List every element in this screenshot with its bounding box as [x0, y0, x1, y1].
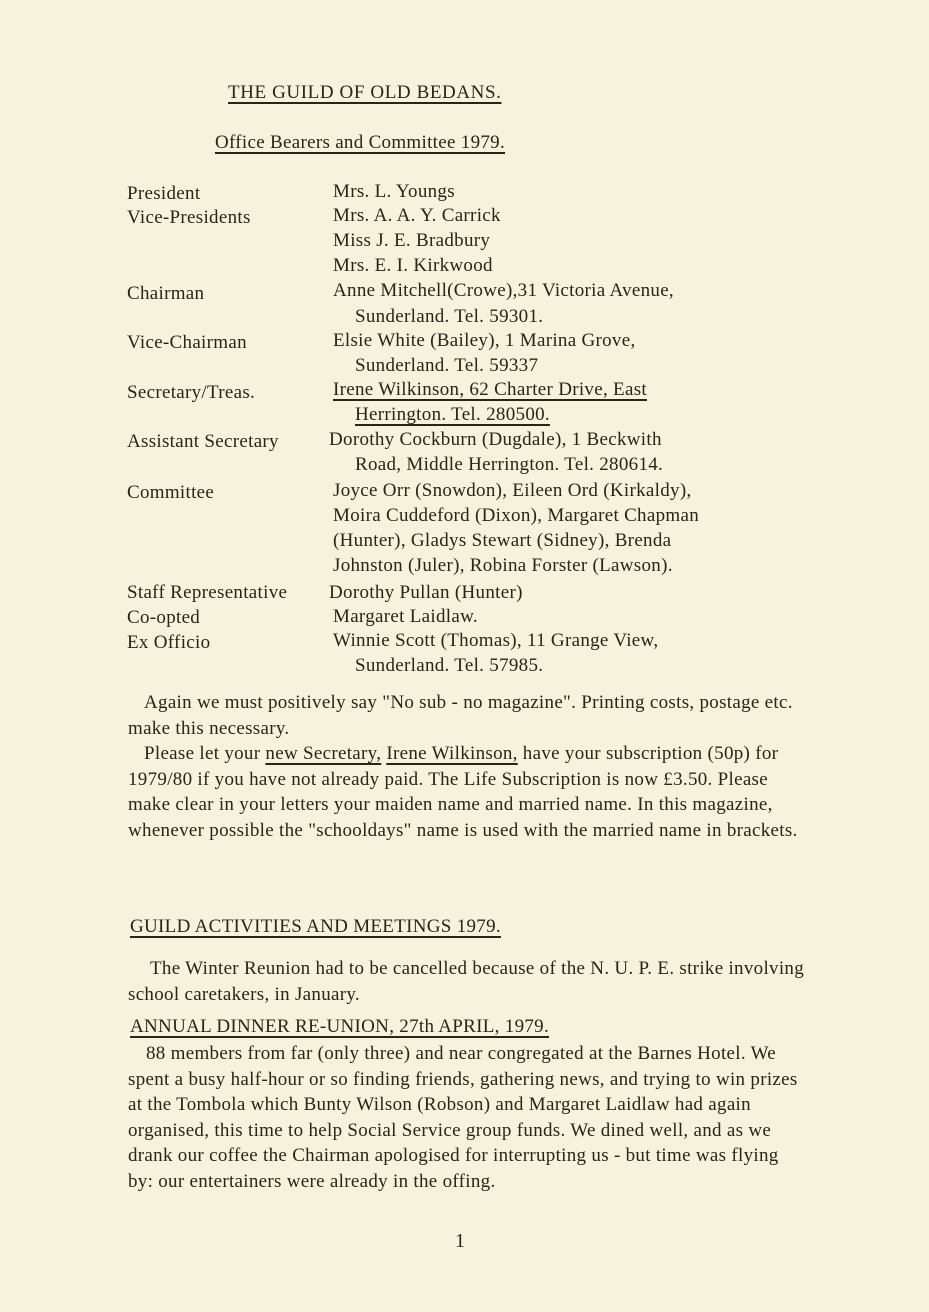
notice-paragraph: Please let your new Secretary, Irene Wilkinson, have your subscription (50p) for 1979/80 if you have not already paid. The Life Subscription is now £3.50. Please make clear in your letters your maiden name and married name. In this magazine, whenever possible the "schooldays" name is used with the married name in brackets. [128, 743, 798, 841]
officer-line: Sunderland. Tel. 59337 [355, 355, 539, 376]
section-body [128, 956, 808, 1007]
officer-line: Joyce Orr (Snowdon), Eileen Ord (Kirkaldy), [333, 480, 692, 501]
section-paragraph: The Winter Reunion had to be cancelled because of the N. U. P. E. strike involving school caretakers, in January. [128, 958, 805, 1005]
section-body [128, 1041, 808, 1194]
officer-line: Anne Mitchell(Crowe),31 Victoria Avenue, [333, 280, 674, 301]
role-label: President [127, 183, 201, 204]
role-label: Staff Representative [127, 582, 288, 603]
secretary-name-text: Irene Wilkinson, [386, 743, 518, 764]
officer-line: Herrington. Tel. 280500. [355, 404, 550, 425]
officer-line: Winnie Scott (Thomas), 11 Grange View, [333, 630, 659, 651]
section-heading: ANNUAL DINNER RE-UNION, 27th APRIL, 1979. [130, 1016, 550, 1037]
officer-line: Sunderland. Tel. 59301. [355, 306, 544, 327]
officer-line: Margaret Laidlaw. [333, 606, 478, 627]
section-heading: GUILD ACTIVITIES AND MEETINGS 1979. [130, 916, 501, 937]
officer-line: Dorothy Cockburn (Dugdale), 1 Beckwith [329, 429, 662, 450]
officer-line: Sunderland. Tel. 57985. [355, 655, 544, 676]
officer-line: Road, Middle Herrington. Tel. 280614. [355, 454, 664, 475]
role-label: Assistant Secretary [127, 431, 279, 452]
officer-line: Johnston (Juler), Robina Forster (Lawson). [333, 555, 673, 576]
officer-line: Dorothy Pullan (Hunter) [329, 582, 523, 603]
page-title: THE GUILD OF OLD BEDANS. [228, 82, 502, 103]
role-label: Ex Officio [127, 632, 211, 653]
page-subtitle: Office Bearers and Committee 1979. [215, 132, 506, 153]
officer-line: Mrs. L. Youngs [333, 181, 455, 202]
role-label: Vice-Chairman [127, 332, 247, 353]
officer-line: Mrs. A. A. Y. Carrick [333, 205, 501, 226]
page-number: 1 [455, 1230, 465, 1252]
role-label: Committee [127, 482, 215, 503]
role-label: Chairman [127, 283, 205, 304]
section-paragraph: 88 members from far (only three) and near congregated at the Barnes Hotel. We spent a busy half-hour or so finding friends, gathering news, and trying to win prizes at the Tombola which Bunty Wilson (Robson) and Margaret Laidlaw had again organised, this time to help Social Service group funds. We dined well, and as we drank our coffee the Chairman apologised for interrupting us - but time was flying by: our entertainers were already in the offing. [128, 1043, 798, 1192]
role-label: Co-opted [127, 607, 201, 628]
notice-paragraph: Again we must positively say "No sub - no magazine". Printing costs, postage etc. make this necessary. [128, 692, 793, 739]
role-label: Vice-Presidents [127, 207, 251, 228]
officer-line: Mrs. E. I. Kirkwood [333, 255, 493, 276]
officer-line: Irene Wilkinson, 62 Charter Drive, East [333, 379, 647, 400]
subscription-notice [128, 690, 808, 843]
officer-line: Miss J. E. Bradbury [333, 230, 491, 251]
officer-line: Elsie White (Bailey), 1 Marina Grove, [333, 330, 636, 351]
new-secretary-text: new Secretary, [265, 743, 382, 764]
role-label: Secretary/Treas. [127, 382, 256, 403]
officer-line: Moira Cuddeford (Dixon), Margaret Chapman [333, 505, 699, 526]
officer-line: (Hunter), Gladys Stewart (Sidney), Brenda [333, 530, 672, 551]
